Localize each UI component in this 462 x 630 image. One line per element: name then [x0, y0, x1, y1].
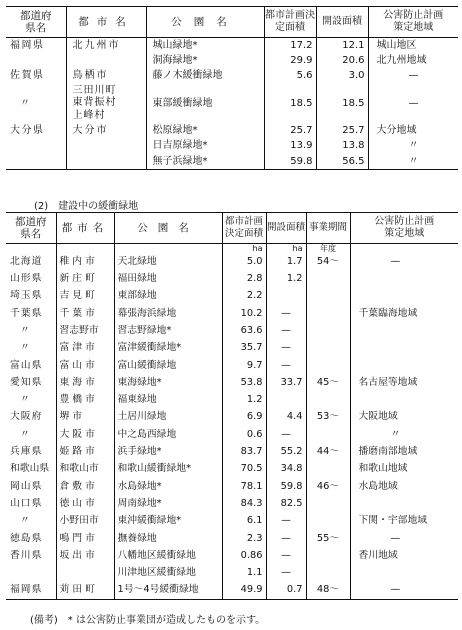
- cell-pref: [6, 564, 56, 581]
- cell-plan: 2.3: [222, 530, 266, 547]
- cell-open: 3.0: [316, 69, 368, 84]
- cell-park: 無子浜緑地*: [146, 154, 264, 170]
- table-row: [6, 409, 458, 426]
- cell-pollution: 和歌山地域: [358, 463, 408, 475]
- cell-pollution: 大阪地域: [358, 411, 398, 423]
- table-row: [6, 38, 458, 54]
- table-row: [6, 139, 458, 154]
- cell-open: —: [266, 426, 306, 443]
- cell-period: 53〜: [306, 409, 350, 426]
- cell-pollution: —: [408, 97, 419, 109]
- footnote: (備考) * は公害防止事業団が造成したものを示す。: [30, 615, 266, 626]
- cell-park: 松原緑地*: [146, 123, 264, 138]
- cell-pref: 福岡県: [6, 38, 66, 54]
- cell-pref: 福岡県: [6, 582, 56, 600]
- header-city: 都市名: [66, 7, 146, 38]
- cell-park: 日吉原緑地*: [146, 139, 264, 154]
- cell-plan: 5.6: [264, 69, 316, 84]
- cell-park: 東沖緩衝緑地*: [114, 512, 222, 529]
- cell-pollution: —: [390, 584, 401, 596]
- cell-city: [66, 154, 146, 170]
- cell-plan: 13.9: [264, 139, 316, 154]
- cell-city: [56, 564, 114, 581]
- cell-pref: 大分県: [6, 123, 66, 138]
- cell-pollution: 〃: [390, 428, 401, 440]
- cell-city: [66, 84, 146, 123]
- cell-pref: 岡山県: [6, 478, 56, 495]
- cell-pollution: 城山地区: [376, 39, 417, 51]
- header-pref: 都道府県名: [6, 213, 56, 244]
- cell-city: 稚内市: [56, 253, 114, 270]
- table-row: [6, 288, 458, 305]
- cell-city: 吉見町: [56, 288, 114, 305]
- cell-city: 徳山市: [56, 495, 114, 512]
- cell-pref: 山形県: [6, 270, 56, 287]
- header-pollution-area: 公害防止計画策定地域: [350, 213, 458, 244]
- cell-pref: 兵庫県: [6, 443, 56, 460]
- cell-open: 18.5: [316, 84, 368, 123]
- cell-open: 0.7: [266, 582, 306, 600]
- table-row: [6, 461, 458, 478]
- cell-pollution: —: [390, 532, 401, 544]
- cell-pref: 〃: [6, 391, 56, 408]
- cell-park: 土居川緑地: [114, 409, 222, 426]
- table-row: [6, 564, 458, 581]
- cell-pref: 北海道: [6, 253, 56, 270]
- cell-pref: 大阪府: [6, 409, 56, 426]
- cell-pollution: [350, 495, 458, 512]
- cell-plan: 53.8: [222, 374, 266, 391]
- table-row: [6, 443, 458, 460]
- cell-pref: 佐賀県: [6, 69, 66, 84]
- city-line: 東背振村: [72, 97, 117, 109]
- cell-city: 大阪市: [56, 426, 114, 443]
- cell-period: [306, 270, 350, 287]
- cell-plan: 9.7: [222, 357, 266, 374]
- section-title: (2) 建設中の緩衝緑地: [34, 201, 139, 212]
- cell-park: 福田緑地: [114, 270, 222, 287]
- cell-open: —: [266, 305, 306, 322]
- cell-pref: 埼玉県: [6, 288, 56, 305]
- cell-park: 天北緑地: [114, 253, 222, 270]
- cell-period: [306, 339, 350, 356]
- unit-cell: [350, 244, 458, 254]
- header-park: 公園名: [146, 7, 264, 38]
- cell-pref: 〃: [6, 322, 56, 339]
- cell-plan: 0.6: [222, 426, 266, 443]
- cell-city: 東海市: [56, 374, 114, 391]
- cell-period: [306, 305, 350, 322]
- unit-cell: [6, 244, 56, 254]
- cell-city: 富山市: [56, 357, 114, 374]
- table-row: [6, 154, 458, 170]
- cell-pref: [6, 53, 66, 68]
- header-open-area: 開設面積: [316, 7, 368, 38]
- cell-pollution: 水島地域: [358, 480, 398, 492]
- cell-open: —: [266, 357, 306, 374]
- cell-park: 幕張海浜緑地: [114, 305, 222, 322]
- table-row: [6, 374, 458, 391]
- table-row: [6, 53, 458, 68]
- cell-open: 55.2: [266, 443, 306, 460]
- cell-pref: 〃: [6, 426, 56, 443]
- cell-pollution: [350, 564, 458, 581]
- cell-open: 56.5: [316, 154, 368, 170]
- cell-open: 20.6: [316, 53, 368, 68]
- table-header-row: [6, 7, 458, 38]
- table-row: [6, 305, 458, 322]
- cell-city: 習志野市: [56, 322, 114, 339]
- cell-pollution: 大分地域: [376, 124, 417, 136]
- cell-open: —: [266, 530, 306, 547]
- cell-plan: 78.1: [222, 478, 266, 495]
- unit-open: ha: [266, 244, 306, 254]
- cell-period: 55〜: [306, 530, 350, 547]
- cell-park: 習志野緑地*: [114, 322, 222, 339]
- table-row: [6, 357, 458, 374]
- cell-plan: 83.7: [222, 443, 266, 460]
- cell-city: 小野田市: [56, 512, 114, 529]
- header-plan-area: 都市計画決定面積: [264, 7, 316, 38]
- cell-plan: 0.86: [222, 547, 266, 564]
- cell-city: 富津市: [56, 339, 114, 356]
- cell-park: 浜手緑地*: [114, 443, 222, 460]
- cell-pollution: [350, 339, 458, 356]
- cell-plan: 63.6: [222, 322, 266, 339]
- cell-city: 和歌山市: [56, 461, 114, 478]
- cell-period: [306, 357, 350, 374]
- cell-period: [306, 495, 350, 512]
- header-period: 事業期間: [306, 213, 350, 244]
- cell-city: 坂出市: [56, 547, 114, 564]
- cell-pollution: 下関・宇部地域: [358, 515, 428, 527]
- cell-plan: 1.1: [222, 564, 266, 581]
- cell-pollution: [350, 357, 458, 374]
- header-park: 公園名: [114, 213, 222, 244]
- completed-buffer-green-table: [6, 6, 458, 170]
- cell-period: 48〜: [306, 582, 350, 600]
- table-row: [6, 69, 458, 84]
- cell-plan: 2.8: [222, 270, 266, 287]
- cell-pollution: 〃: [408, 140, 419, 152]
- under-construction-buffer-green-table: [6, 212, 458, 600]
- cell-pollution: 香川地域: [358, 549, 398, 561]
- cell-pref: [6, 139, 66, 154]
- cell-open: —: [266, 322, 306, 339]
- cell-open: 82.5: [266, 495, 306, 512]
- unit-period: 年度: [306, 244, 350, 254]
- cell-pref: 〃: [6, 339, 56, 356]
- cell-open: —: [266, 339, 306, 356]
- table-row: [6, 495, 458, 512]
- cell-open: 33.7: [266, 374, 306, 391]
- cell-period: 54〜: [306, 253, 350, 270]
- cell-city: 大分市: [66, 123, 146, 138]
- cell-pref: 愛知県: [6, 374, 56, 391]
- table-row: [6, 391, 458, 408]
- cell-period: [306, 322, 350, 339]
- cell-open: 1.7: [266, 253, 306, 270]
- cell-city: 鳥栖市: [66, 69, 146, 84]
- cell-period: [306, 512, 350, 529]
- cell-pollution: [350, 322, 458, 339]
- cell-plan: 25.7: [264, 123, 316, 138]
- table-header-row: [6, 213, 458, 244]
- cell-open: 59.8: [266, 478, 306, 495]
- cell-open: 13.8: [316, 139, 368, 154]
- table-row: [6, 530, 458, 547]
- cell-city: 新庄町: [56, 270, 114, 287]
- cell-park: 中之島西緑地: [114, 426, 222, 443]
- cell-plan: 10.2: [222, 305, 266, 322]
- cell-plan: 35.7: [222, 339, 266, 356]
- unit-cell: [56, 244, 114, 254]
- cell-pref: 山口県: [6, 495, 56, 512]
- cell-open: 4.4: [266, 409, 306, 426]
- table-row: [6, 270, 458, 287]
- cell-city: 姫路市: [56, 443, 114, 460]
- cell-park: 東海緑地*: [114, 374, 222, 391]
- cell-pollution: 〃: [408, 155, 419, 167]
- header-pref: 都道府県名: [6, 7, 66, 38]
- cell-city: 倉敷市: [56, 478, 114, 495]
- cell-pollution: 名古屋等地域: [358, 376, 418, 388]
- cell-plan: 49.9: [222, 582, 266, 600]
- cell-open: [266, 391, 306, 408]
- cell-park: 撫養緑地: [114, 530, 222, 547]
- cell-park: 和歌山緩衝緑地*: [114, 461, 222, 478]
- cell-period: [306, 288, 350, 305]
- header-plan-area: 都市計画決定面積: [222, 213, 266, 244]
- cell-park: 洞海緑地*: [146, 53, 264, 68]
- cell-plan: 5.0: [222, 253, 266, 270]
- cell-pref: 和歌山県: [6, 461, 56, 478]
- cell-period: 45〜: [306, 374, 350, 391]
- cell-open: 34.8: [266, 461, 306, 478]
- cell-park: 富山緩衝緑地: [114, 357, 222, 374]
- cell-open: 1.2: [266, 270, 306, 287]
- cell-plan: 18.5: [264, 84, 316, 123]
- cell-period: [306, 426, 350, 443]
- table-row: [6, 322, 458, 339]
- cell-park: 東部緩衝緑地: [146, 84, 264, 123]
- cell-city: 北九州市: [66, 38, 146, 54]
- cell-city: 千葉市: [56, 305, 114, 322]
- cell-pollution: [350, 391, 458, 408]
- table-row: [6, 253, 458, 270]
- cell-plan: 84.3: [222, 495, 266, 512]
- cell-city: 豊橋市: [56, 391, 114, 408]
- unit-plan: ha: [222, 244, 266, 254]
- cell-open: —: [266, 564, 306, 581]
- cell-city: 堺市: [56, 409, 114, 426]
- cell-pollution: [350, 270, 458, 287]
- cell-open: [266, 288, 306, 305]
- cell-pollution: 千葉臨海地域: [358, 307, 418, 319]
- cell-city: 鳴門市: [56, 530, 114, 547]
- unit-cell: [114, 244, 222, 254]
- table-row: [6, 547, 458, 564]
- cell-pollution: [350, 288, 458, 305]
- cell-pref: 〃: [6, 512, 56, 529]
- cell-pref: 富山県: [6, 357, 56, 374]
- cell-park: 周南緑地*: [114, 495, 222, 512]
- cell-park: 富津緩衝緑地*: [114, 339, 222, 356]
- table-row: [6, 339, 458, 356]
- cell-plan: 6.9: [222, 409, 266, 426]
- unit-row: [6, 244, 458, 254]
- cell-park: 藤ノ木緩衝緑地: [146, 69, 264, 84]
- cell-period: [306, 564, 350, 581]
- cell-pollution: 播磨南部地域: [358, 446, 418, 458]
- cell-pref: 〃: [6, 84, 66, 123]
- cell-plan: 6.1: [222, 512, 266, 529]
- cell-period: [306, 461, 350, 478]
- cell-park: 城山緑地*: [146, 38, 264, 54]
- cell-open: 25.7: [316, 123, 368, 138]
- cell-pollution: —: [408, 70, 419, 82]
- cell-period: [306, 391, 350, 408]
- table-row: [6, 84, 458, 123]
- cell-open: —: [266, 547, 306, 564]
- table-row: [6, 123, 458, 138]
- header-pollution-area: 公害防止計画策定地域: [368, 7, 458, 38]
- cell-pref: 香川県: [6, 547, 56, 564]
- cell-pref: [6, 154, 66, 170]
- table-row: [6, 478, 458, 495]
- cell-open: 12.1: [316, 38, 368, 54]
- cell-city: 苅田町: [56, 582, 114, 600]
- cell-pollution: —: [390, 255, 401, 267]
- cell-plan: 59.8: [264, 154, 316, 170]
- cell-park: 東部緑地: [114, 288, 222, 305]
- cell-plan: 2.2: [222, 288, 266, 305]
- cell-pollution: 北九州地域: [376, 55, 427, 67]
- cell-pref: 千葉県: [6, 305, 56, 322]
- cell-plan: 17.2: [264, 38, 316, 54]
- city-line: 三田川町: [72, 84, 117, 96]
- cell-park: 八幡地区緩衝緑地: [114, 547, 222, 564]
- table-row: [6, 426, 458, 443]
- cell-city: [66, 139, 146, 154]
- header-city: 都市名: [56, 213, 114, 244]
- cell-pref: 徳島県: [6, 530, 56, 547]
- cell-city: [66, 53, 146, 68]
- table-row: [6, 582, 458, 600]
- cell-plan: 1.2: [222, 391, 266, 408]
- header-open-area: 開設面積: [266, 213, 306, 244]
- table-row: [6, 512, 458, 529]
- cell-park: 福東緑地: [114, 391, 222, 408]
- city-line: 上峰村: [72, 109, 106, 121]
- cell-period: 46〜: [306, 478, 350, 495]
- cell-park: 川津地区緩衝緑地: [114, 564, 222, 581]
- cell-period: 44〜: [306, 443, 350, 460]
- cell-plan: 70.5: [222, 461, 266, 478]
- cell-period: [306, 547, 350, 564]
- cell-park: 水島緑地*: [114, 478, 222, 495]
- cell-open: —: [266, 512, 306, 529]
- cell-plan: 29.9: [264, 53, 316, 68]
- cell-park: 1号〜4号緩衝緑地: [114, 582, 222, 600]
